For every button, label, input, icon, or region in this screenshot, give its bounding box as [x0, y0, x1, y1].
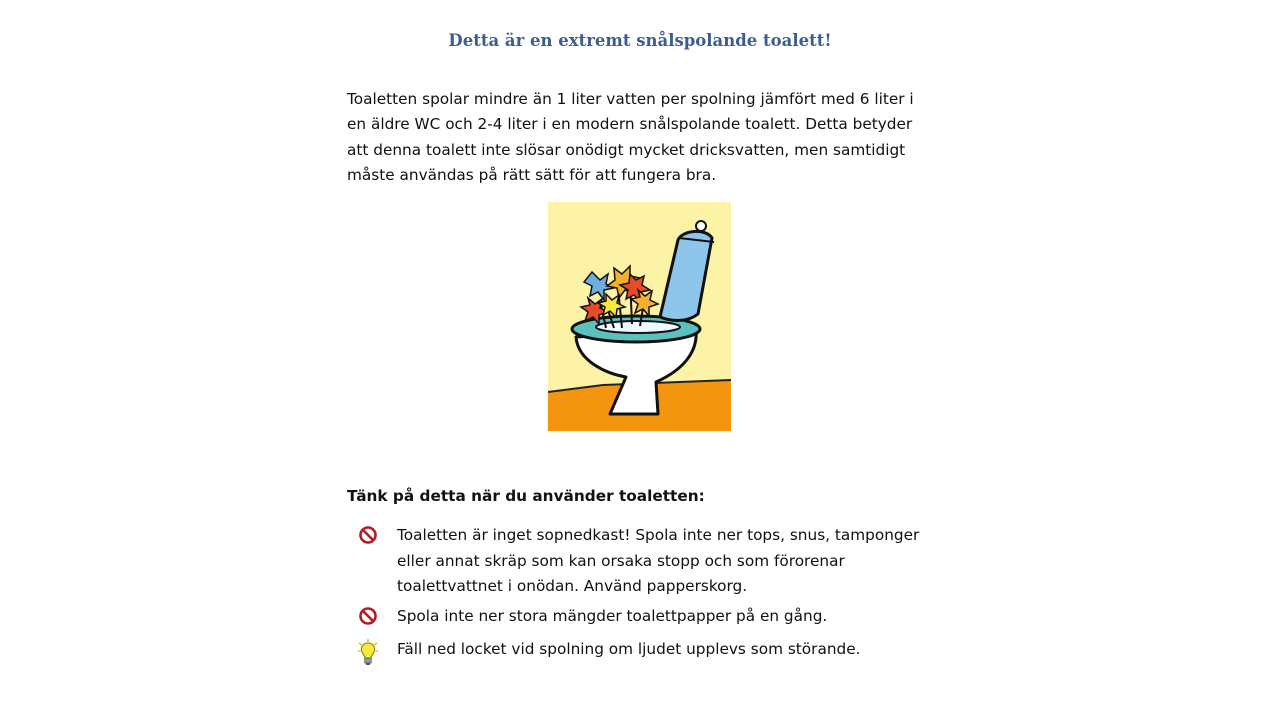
tips-list — [347, 523, 927, 663]
tip-text: Toaletten är inget sopnedkast! Spola inte ner tops, snus, tamponger eller annat skräp som kan orsaka stopp och som förorenar toalettvattnet i onödan. Använd papperskorg. — [397, 526, 920, 595]
tip-text: Fäll ned locket vid spolning om ljudet upplevs som störande. — [397, 640, 861, 658]
prohibited-icon — [358, 606, 378, 630]
prohibited-icon — [358, 525, 378, 549]
intro-paragraph: Toaletten spolar mindre än 1 liter vatten per spolning jämfört med 6 liter i en äldre WC och 2-4 liter i en modern snålspolande toalett. Detta betyder att denna toalett inte slösar onödigt mycket dricksvatten, men samtidigt måste användas på rätt sätt för att fungera bra. — [347, 90, 914, 184]
list-item — [347, 604, 927, 637]
tips-heading: Tänk på detta när du använder toaletten: — [347, 487, 705, 505]
list-item — [347, 637, 927, 663]
document-title: Detta är en extremt snålspolande toalett! — [448, 31, 832, 50]
tip-text: Spola inte ner stora mängder toalettpapper på en gång. — [397, 607, 828, 625]
list-item — [347, 523, 927, 604]
toilet-illustration — [548, 202, 731, 431]
lightbulb-icon — [358, 639, 378, 663]
